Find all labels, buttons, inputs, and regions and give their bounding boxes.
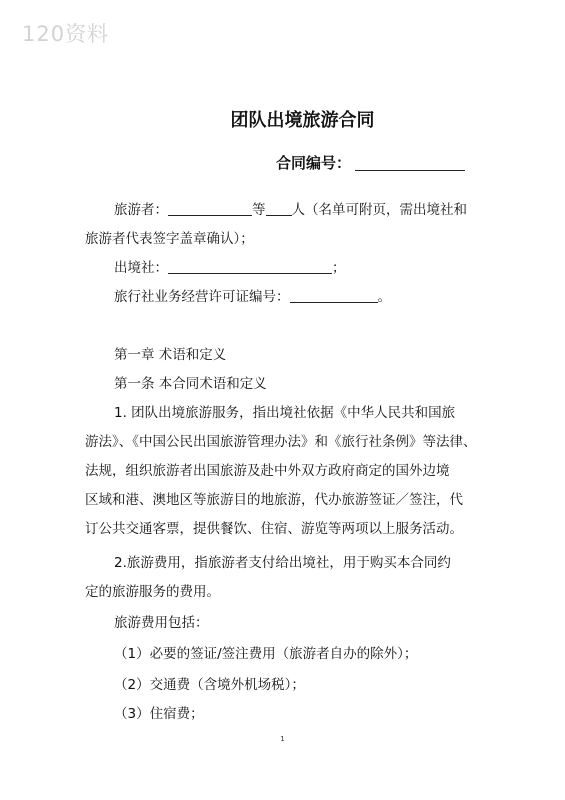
paragraph-1-line-2: 游法》、《中国公民出国旅游管理办法》和《旅行社条例》等法律、 [85,434,477,450]
watermark: 120资料 [22,22,110,46]
chapter-heading: 第一章 术语和定义 [114,347,227,363]
fee-item-2: （2）交通费（含境外机场税）； [114,677,305,693]
contract-number [276,152,465,173]
article-heading: 第一条 本合同术语和定义 [114,376,267,392]
paragraph-2-line-1: 2.旅游费用，指旅游者支付给出境社，用于购买本合同约 [114,555,451,571]
fee-item-3: （3）住宿费； [114,706,204,722]
paragraph-1-line-4: 区域和港、澳地区等旅游目的地旅游，代办旅游签证／签注，代 [85,492,463,508]
paragraph-1-line-5: 订公共交通客票，提供餐饮、住宿、游览等两项以上服务活动。 [85,521,463,537]
traveler-tail: 人（名单可附页，需出境社和 [291,202,467,218]
agency-blank [168,259,332,274]
agency-line [114,259,346,277]
document-title: 团队出境旅游合同 [230,110,375,131]
license-tail: 。 [377,289,391,305]
traveler-count-blank [266,201,292,216]
paragraph-1-line-3: 法规，组织旅游者出国旅游及赴中外双方政府商定的国外边境 [85,463,450,479]
traveler-line-2: 旅游者代表签字盖章确认）； [85,231,254,247]
paragraph-1-line-1: 1. 团队出境旅游服务，指出境社依据《中华人民共和国旅 [114,405,456,421]
fee-item-1: （1）必要的签证/签注费用（旅游者自办的除外）； [114,646,418,662]
license-label: 旅行社业务经营许可证编号： [114,289,290,305]
traveler-line [114,201,467,219]
paragraph-2-line-2: 定的旅游服务的费用。 [85,584,220,600]
fee-intro: 旅游费用包括： [114,615,209,631]
contract-number-blank [355,154,465,171]
contract-number-label: 合同编号： [276,154,352,172]
traveler-label: 旅游者： [114,202,168,218]
license-line [114,288,391,306]
traveler-name-blank [168,201,252,216]
agency-label: 出境社： [114,260,168,276]
license-blank [290,288,378,303]
agency-tail: ； [332,260,346,276]
page-number: 1 [280,735,285,743]
traveler-mid: 等 [252,202,266,218]
